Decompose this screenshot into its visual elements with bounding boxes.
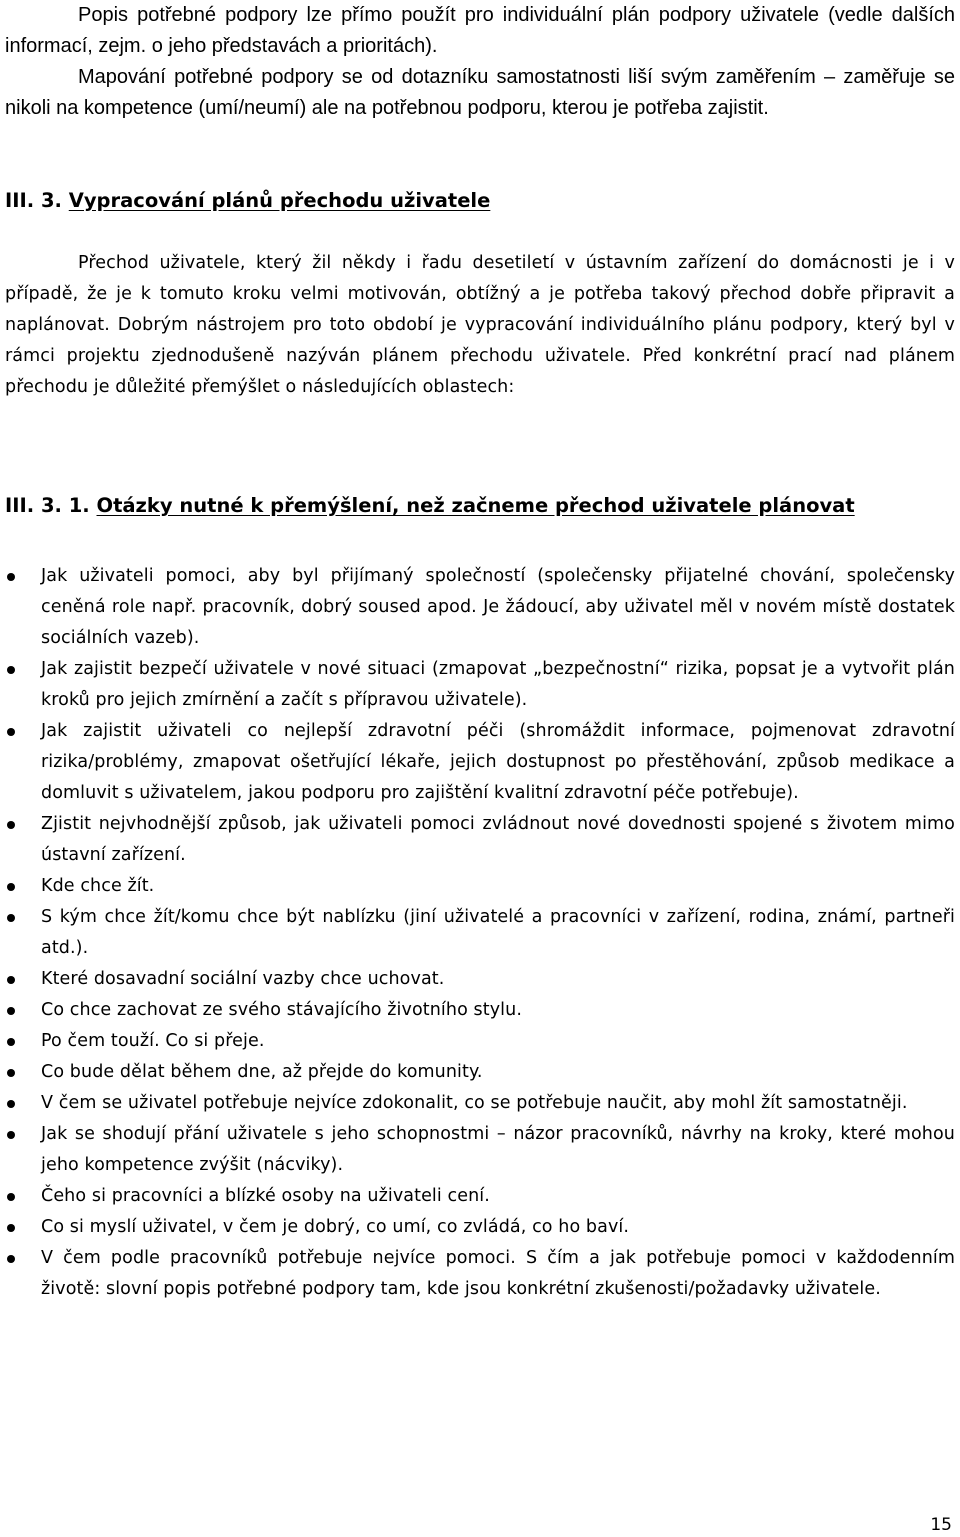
subsection-heading	[5, 490, 855, 521]
list-item: Čeho si pracovníci a blízké osoby na uživateli cení.	[5, 1181, 955, 1212]
section-heading	[5, 185, 490, 216]
bullet-icon	[7, 914, 15, 922]
subsection-title: Otázky nutné k přemýšlení, než začneme přechod uživatele plánovat	[96, 494, 855, 517]
intro-paragraph-2: Mapování potřebné podpory se od dotazníku samostatnosti liší svým zaměřením – zaměřuje se nikoli na kompetence (umí/neumí) ale na potřebnou podporu, kterou je potřeba zajistit.	[5, 66, 955, 119]
bullet-icon	[7, 573, 15, 581]
intro-section	[5, 0, 955, 124]
page-number: 15	[930, 1515, 952, 1535]
bullet-icon	[7, 1100, 15, 1108]
list-item: Kde chce žít.	[5, 871, 955, 902]
questions-list	[5, 561, 955, 1305]
bullet-icon	[7, 728, 15, 736]
section-number: III. 3.	[5, 189, 62, 212]
list-item: Jak zajistit uživateli co nejlepší zdravotní péči (shromáždit informace, pojmenovat zdravotní rizika/problémy, zmapovat ošetřující lékaře, jejich dostupnost po přestěhování, způsob medikace a domluvit s uživatelem, jakou podporu pro zajištění kvalitní zdravotní péče potřebuje).	[5, 716, 955, 809]
list-item: V čem podle pracovníků potřebuje nejvíce pomoci. S čím a jak potřebuje pomoci v každodenním životě: slovní popis potřebné podpory tam, kde jsou konkrétní zkušenosti/požadavky uživatele.	[5, 1243, 955, 1305]
list-item: Jak zajistit bezpečí uživatele v nové situaci (zmapovat „bezpečnostní“ rizika, popsat je a vytvořit plán kroků pro jejich zmírnění a začít s přípravou uživatele).	[5, 654, 955, 716]
section-body	[5, 248, 955, 403]
list-item: S kým chce žít/komu chce být nablízku (jiní uživatelé a pracovníci v zařízení, rodina, známí, partneři atd.).	[5, 902, 955, 964]
bullet-icon	[7, 1131, 15, 1139]
bullet-icon	[7, 821, 15, 829]
bullet-icon	[7, 666, 15, 674]
list-item: Zjistit nejvhodnější způsob, jak uživateli pomoci zvládnout nové dovednosti spojené s životem mimo ústavní zařízení.	[5, 809, 955, 871]
list-item: Jak se shodují přání uživatele s jeho schopnostmi – názor pracovníků, návrhy na kroky, které mohou jeho kompetence zvýšit (nácviky).	[5, 1119, 955, 1181]
intro-paragraph-1: Popis potřebné podpory lze přímo použít pro individuální plán podpory uživatele (vedle dalších informací, zejm. o jeho představách a prioritách).	[5, 4, 955, 57]
list-item: Co chce zachovat ze svého stávajícího životního stylu.	[5, 995, 955, 1026]
list-item: V čem se uživatel potřebuje nejvíce zdokonalit, co se potřebuje naučit, aby mohl žít samostatněji.	[5, 1088, 955, 1119]
list-item: Jak uživateli pomoci, aby byl přijímaný společností (společensky přijatelné chování, společensky ceněná role např. pracovník, dobrý soused apod. Je žádoucí, aby uživatel měl v novém místě dostatek sociálních vazeb).	[5, 561, 955, 654]
bullet-icon	[7, 1255, 15, 1263]
bullet-icon	[7, 976, 15, 984]
section-title: Vypracování plánů přechodu uživatele	[68, 189, 491, 212]
bullet-icon	[7, 1069, 15, 1077]
subsection-number: III. 3. 1.	[5, 494, 90, 517]
bullet-icon	[7, 1224, 15, 1232]
list-item: Které dosavadní sociální vazby chce uchovat.	[5, 964, 955, 995]
bullet-icon	[7, 1193, 15, 1201]
bullet-icon	[7, 883, 15, 891]
list-item: Co bude dělat během dne, až přejde do komunity.	[5, 1057, 955, 1088]
section-paragraph: Přechod uživatele, který žil někdy i řadu desetiletí v ústavním zařízení do domácnosti je i v případě, že je k tomuto kroku velmi motivován, obtížný a je potřeba takový přechod dobře připravit a naplánovat. Dobrým nástrojem pro toto období je vypracování individuálního plánu podpory, který byl v rámci projektu zjednodušeně nazýván plánem přechodu uživatele. Před konkrétní prací nad plánem přechodu je důležité přemýšlet o následujících oblastech:	[5, 253, 955, 397]
bullet-icon	[7, 1007, 15, 1015]
list-item: Co si myslí uživatel, v čem je dobrý, co umí, co zvládá, co ho baví.	[5, 1212, 955, 1243]
bullet-icon	[7, 1038, 15, 1046]
list-item: Po čem touží. Co si přeje.	[5, 1026, 955, 1057]
